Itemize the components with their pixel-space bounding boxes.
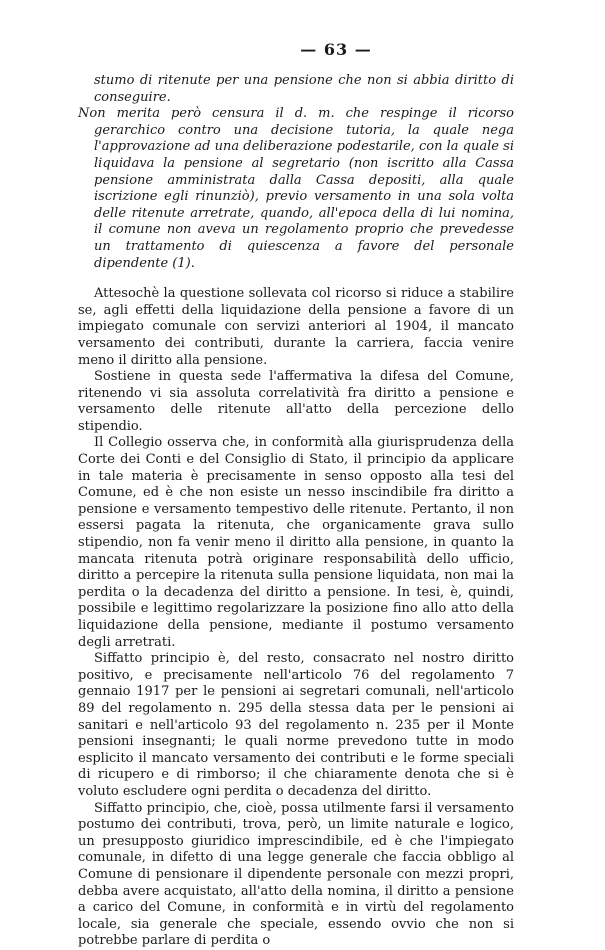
summary-maxim: Non merita però censura il d. m. che respinge il ricorso gerarchico contro una decisione tutoria, la quale nega l'approvazione ad una deliberazione podestarile, con la quale si liquidava la pensione al segretario (non iscritto alla Cassa pensione amministrata dalla Cassa depositi, alla quale iscrizione egli rinunziò), previo versamento in una sola volta delle ritenute arretrate, quando, all'epoca della di lui nomina, il comune non aveva un regolamento proprio che prevedesse un trattamento di quiescenza a favore del personale dipendente (1). <box>78 106 514 271</box>
document-page <box>78 40 514 950</box>
body-paragraph: Siffatto principio è, del resto, consacrato nel nostro diritto positivo, e precisamente nell'articolo 76 del regolamento 7 gennaio 1917 per le pensioni ai segretari comunali, nell'articolo 89 del regolamento n. 295 della stessa data per le pensioni ai sanitari e nell'articolo 93 del regolamento n. 235 per il Monte pensioni insegnanti; le quali norme prevedono tutte in modo esplicito il mancato versamento dei contributi e le forme speciali di ricupero e di rimborso; il che chiaramente denota che si è voluto escludere ogni perdita o decadenza del diritto. <box>78 651 514 799</box>
body-paragraph: Siffatto principio, che, cioè, possa utilmente farsi il versamento postumo dei contributi, trova, però, un limite naturale e logico, un presupposto giuridico imprescindibile, ed è che l'impiegato comunale, in difetto di una legge generale che faccia obbligo al Comune di pensionare il dipendente personale con mezzi propri, debba avere acquistato, all'atto della nomina, il diritto a pensione a carico del Comune, in conformità e in virtù del regolamento locale, sia generale che speciale, essendo ovvio che non si potrebbe parlare di perdita o <box>78 800 514 949</box>
page-number: — 63 — <box>300 40 372 59</box>
body-paragraph: Attesochè la questione sollevata col ricorso si riduce a stabilire se, agli effetti della liquidazione della pensione a favore di un impiegato comunale con servizi anteriori al 1904, il mancato versamento dei contributi, durante la carriera, faccia venire meno il diritto alla pensione. <box>78 286 514 368</box>
body-text <box>78 286 514 950</box>
summary-maxims <box>78 73 514 272</box>
summary-continuation: stumo di ritenute per una pensione che non si abbia diritto di conseguire. <box>94 73 514 105</box>
body-paragraph: Sostiene in questa sede l'affermativa la difesa del Comune, ritenendo vi sia assoluta correlatività fra diritto a pensione e versamento delle ritenute all'atto della percezione dello stipendio. <box>78 369 514 434</box>
body-paragraph: Il Collegio osserva che, in conformità alla giurisprudenza della Corte dei Conti e del Consiglio di Stato, il principio da applicare in tale materia è precisamente in senso opposto alla tesi del Comune, ed è che non esiste un nesso inscindibile fra diritto a pensione e versamento tempestivo delle ritenute. Pertanto, il non essersi pagata la ritenuta, che organicamente grava sullo stipendio, non fa venir meno il diritto alla pensione, in quanto la mancata ritenuta potrà originare responsabilità dello ufficio, diritto a percepire la ritenuta sulla pensione liquidata, non mai la perdita o la decadenza del diritto a pensione. In tesi, è, quindi, possibile e legittimo regolarizzare la posizione fino allo atto della liquidazione della pensione, mediante il postumo versamento degli arretrati. <box>78 435 514 650</box>
